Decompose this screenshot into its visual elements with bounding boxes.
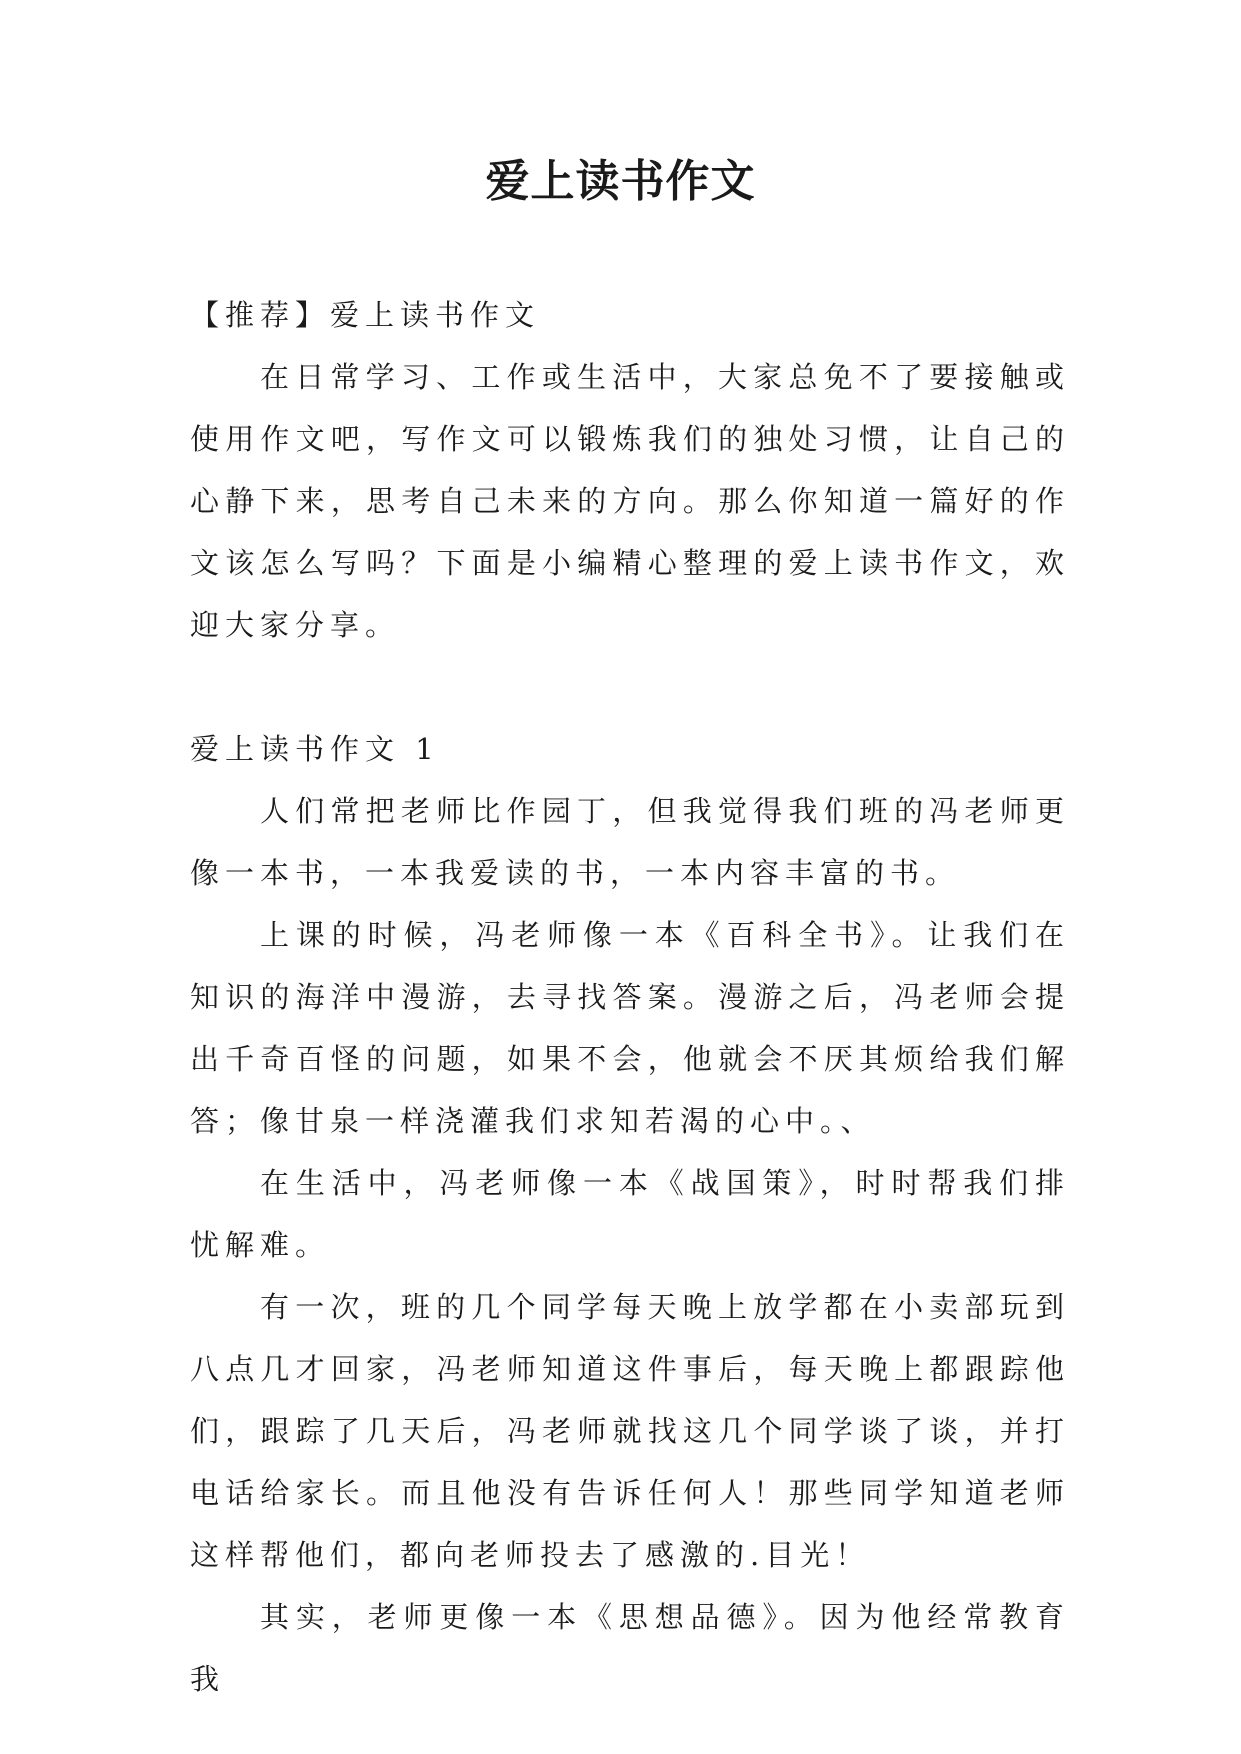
body-paragraph: 在生活中，冯老师像一本《战国策》，时时帮我们排忧解难。 <box>190 1166 1070 1262</box>
section-heading: 爱上读书作文 1 <box>190 732 440 766</box>
body-paragraph: 其实，老师更像一本《思想品德》。因为他经常教育我 <box>190 1600 1070 1696</box>
body-paragraph: 上课的时候，冯老师像一本《百科全书》。让我们在知识的海洋中漫游，去寻找答案。漫游之后，冯老师会提出千奇百怪的问题，如果不会，他就会不厌其烦给我们解答；像甘泉一样浇灌我们求知若渴的心中。、 <box>190 918 1070 1138</box>
document-title: 爱上读书作文 <box>485 156 756 207</box>
body-paragraph: 人们常把老师比作园丁，但我觉得我们班的冯老师更像一本书，一本我爱读的书，一本内容丰富的书。 <box>190 794 1070 890</box>
section-spacer <box>190 656 1070 718</box>
intro-paragraph: 在日常学习、工作或生活中，大家总免不了要接触或使用作文吧，写作文可以锻炼我们的独处习惯，让自己的心静下来，思考自己未来的方向。那么你知道一篇好的作文该怎么写吗？下面是小编精心整理的爱上读书作文，欢迎大家分享。 <box>190 360 1070 642</box>
document-body <box>190 284 1070 1710</box>
intro-heading: 【推荐】爱上读书作文 <box>190 298 541 332</box>
body-paragraph: 有一次，班的几个同学每天晚上放学都在小卖部玩到八点几才回家，冯老师知道这件事后，每天晚上都跟踪他们，跟踪了几天后，冯老师就找这几个同学谈了谈，并打电话给家长。而且他没有告诉任何人！那些同学知道老师这样帮他们，都向老师投去了感激的.目光！ <box>190 1290 1070 1572</box>
